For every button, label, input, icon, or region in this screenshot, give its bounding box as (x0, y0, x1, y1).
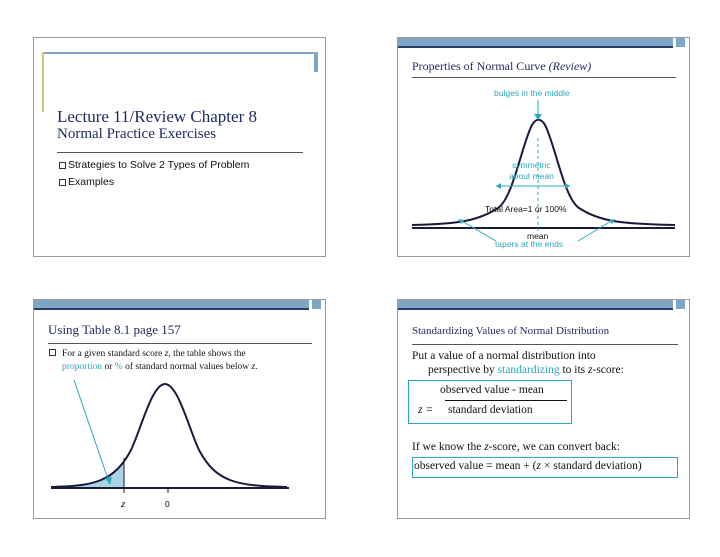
symmetry-arrowhead-left (496, 183, 501, 189)
slide-2[interactable] (397, 37, 690, 257)
top-accent-line (44, 52, 314, 54)
bullet-box-icon (59, 162, 66, 169)
formula-denominator: standard deviation (448, 404, 533, 416)
formula-z-equals: z = (418, 404, 434, 416)
axis-label-zero: 0 (165, 499, 170, 509)
divider (412, 344, 678, 345)
label-total-area: Total Area=1 or 100% (485, 204, 567, 214)
label-about-mean: about mean (509, 171, 554, 181)
slide-1-title: Lecture 11/Review Chapter 8 (57, 107, 257, 126)
left-accent-bar (42, 52, 44, 112)
label-bulges: bulges in the middle (494, 88, 570, 98)
convert-formula: observed value = mean + (z × standard deviation) (414, 460, 642, 472)
slide-1-subtitle: Normal Practice Exercises (57, 126, 217, 142)
intro-line-1: Put a value of a normal distribution into (412, 350, 596, 362)
taper-arrow-right (578, 220, 613, 241)
slide-1[interactable] (33, 37, 326, 257)
convert-back-line: If we know the z-score, we can convert back: (412, 441, 620, 453)
slide-4-title: Standardizing Values of Normal Distribution (412, 325, 610, 337)
slide-2-title: Properties of Normal Curve (Review) (412, 59, 592, 73)
list-item: Strategies to Solve 2 Types of Problem (59, 159, 249, 171)
slide-3-text: For a given standard score z, the table shows the proportion or % of standard normal values below z. (49, 348, 314, 374)
bulge-arrowhead (534, 114, 542, 120)
label-tapers: tapers at the ends (495, 239, 564, 249)
fraction-bar (445, 400, 567, 401)
standard-normal-diagram (34, 300, 326, 519)
slide-4[interactable] (397, 299, 690, 519)
bullet-list (59, 159, 249, 193)
divider (57, 152, 303, 153)
proportion-arrow (74, 380, 109, 482)
list-item: Examples (59, 176, 249, 188)
header-bar (398, 300, 689, 312)
label-symmetric: symmetric (512, 160, 551, 170)
corner-accent (314, 52, 318, 72)
intro-line-2: perspective by standardizing to its z-score: (428, 364, 624, 376)
formula-numerator: observed value - mean (440, 384, 544, 396)
normal-curve (51, 384, 287, 487)
bullet-box-icon (59, 179, 66, 186)
slide-3-title: Using Table 8.1 page 157 (48, 322, 181, 337)
axis-label-z: z (121, 499, 126, 509)
normal-curve-diagram (398, 38, 690, 257)
label-mean: mean (527, 231, 549, 241)
slide-3[interactable] (33, 299, 326, 519)
taper-arrow-left (460, 220, 496, 241)
corner-square (676, 300, 685, 309)
